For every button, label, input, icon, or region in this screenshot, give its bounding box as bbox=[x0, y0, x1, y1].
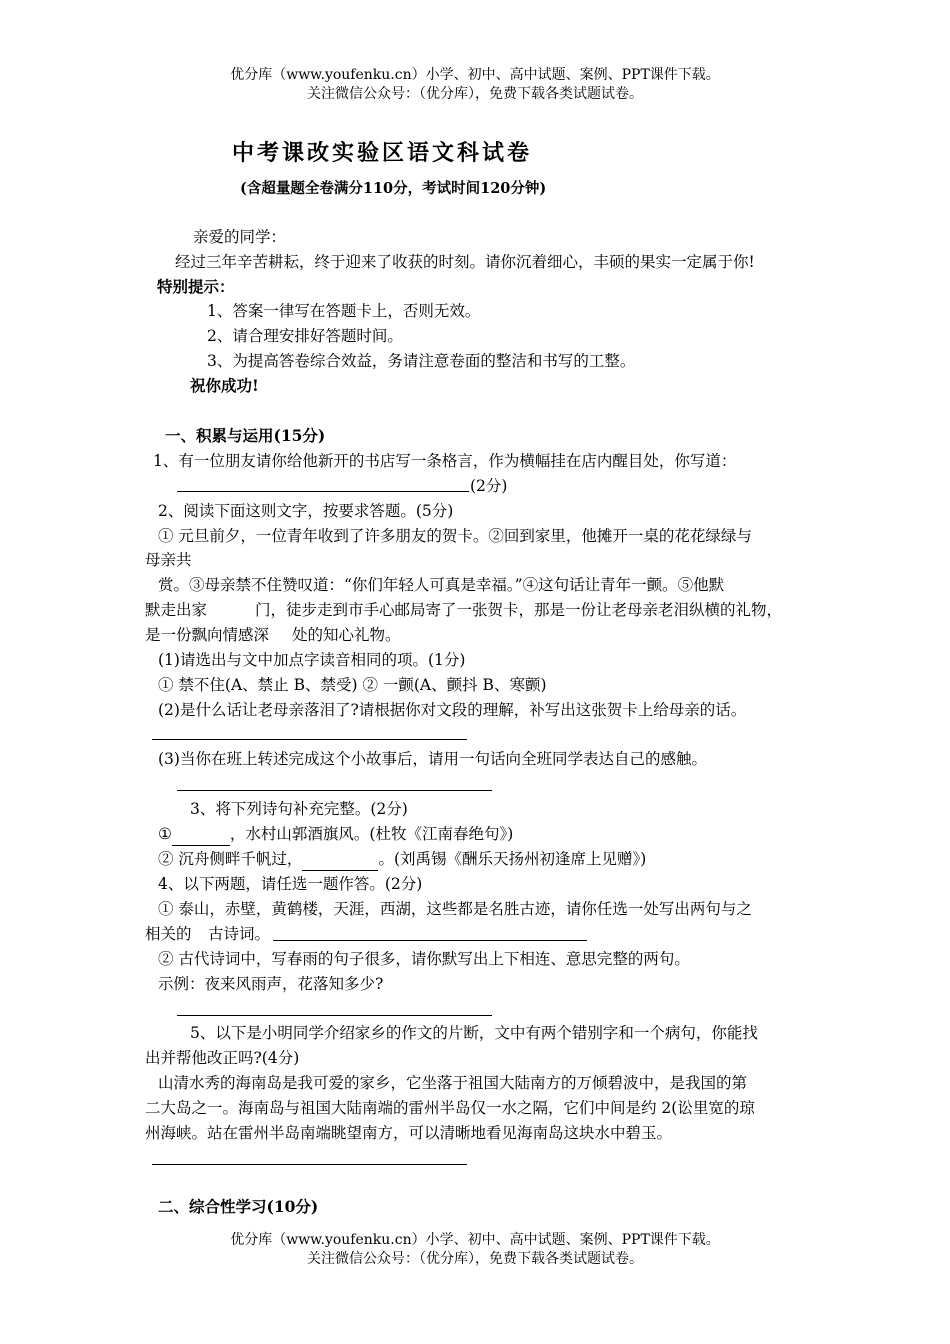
answer-line-q2-2[interactable] bbox=[152, 739, 467, 740]
header-line-2: 关注微信公众号：（优分库），免费下载各类试题试卷。 bbox=[307, 86, 643, 102]
question-2-3: (3)当你在班上转述完成这个小故事后，请用一句话向全班同学表达自己的感触。 bbox=[158, 750, 707, 768]
question-4-example: 示例：夜来风雨声，花落知多少? bbox=[158, 975, 384, 993]
question-4-a-line-2b: 古诗词。 bbox=[208, 925, 271, 943]
answer-line-q4-b[interactable] bbox=[177, 1015, 492, 1016]
answer-line-q5[interactable] bbox=[152, 1164, 467, 1165]
passage-line: 山清水秀的海南岛是我可爱的家乡，它坐落于祖国大陆南方的万倾碧波中，是我国的第 bbox=[158, 1074, 748, 1092]
passage-line: 州海峡。站在雷州半岛南端眺望南方，可以清晰地看见海南岛这块水中碧玉。 bbox=[145, 1124, 673, 1142]
question-2-1-options: ① 禁不住(A、禁止 B、禁受) ② 一颤(A、颤抖 B、寒颤) bbox=[158, 676, 547, 694]
question-4-a-line-1: ① 泰山，赤壁，黄鹤楼，天涯，西湖，这些都是名胜古迹，请你任选一处写出两句与之 bbox=[158, 900, 752, 918]
q3-a-suffix: ，水村山郭酒旗风。(杜牧《江南春绝句》) bbox=[229, 825, 514, 843]
blank-q3-a[interactable] bbox=[172, 823, 230, 846]
question-3-b bbox=[158, 848, 646, 871]
tip-item: 3、为提高答卷综合效益，务请注意卷面的整洁和书写的工整。 bbox=[207, 352, 636, 370]
passage-line: 是一份飘向情感深 bbox=[145, 626, 270, 644]
section-2-heading: 二、综合性学习(10分) bbox=[158, 1197, 319, 1216]
q3-b-suffix: 。(刘禹锡《酬乐天扬州初逢席上见赠》) bbox=[378, 850, 647, 868]
blank-q3-b[interactable] bbox=[302, 848, 378, 871]
question-3: 3、将下列诗句补充完整。(2分) bbox=[190, 800, 408, 818]
question-4-b: ② 古代诗词中，写春雨的句子很多，请你默写出上下相连、意思完整的两句。 bbox=[158, 950, 690, 968]
passage-line: 赏。③母亲禁不住赞叹道：“你们年轻人可真是幸福。”④这句话让青年一颤。⑤他默 bbox=[158, 576, 725, 594]
section-1-heading: 一、积累与运用(15分) bbox=[165, 426, 326, 445]
page-subtitle: (含超量题全卷满分110分，考试时间120分钟) bbox=[240, 180, 547, 197]
greeting: 亲爱的同学： bbox=[193, 228, 287, 246]
footer-line-2: 关注微信公众号：（优分库），免费下载各类试题试卷。 bbox=[307, 1251, 643, 1267]
question-2: 2、阅读下面这则文字，按要求答题。(5分) bbox=[158, 502, 454, 520]
intro-message: 经过三年辛苦耕耘，终于迎来了收获的时刻。请你沉着细心，丰硕的果实一定属于你! bbox=[175, 253, 755, 271]
passage-line: 默走出家 bbox=[145, 601, 208, 619]
question-5-line-1: 5、以下是小明同学介绍家乡的作文的片断，文中有两个错别字和一个病句，你能找 bbox=[190, 1024, 758, 1042]
question-4-a-line-2a: 相关的 bbox=[145, 925, 192, 943]
question-4: 4、以下两题，请任选一题作答。(2分) bbox=[158, 875, 423, 893]
question-1: 1、有一位朋友请你给他新开的书店写一条格言，作为横幅挂在店内醒目处，你写道： bbox=[153, 452, 737, 470]
footer-line-1: 优分库（www.youfenku.cn）小学、初中、高中试题、案例、PPT课件下载。 bbox=[230, 1232, 720, 1248]
question-3-a bbox=[158, 823, 513, 846]
tip-item: 2、请合理安排好答题时间。 bbox=[207, 327, 403, 345]
question-1-score: (2分) bbox=[470, 477, 508, 495]
passage-line: 母亲共 bbox=[145, 551, 192, 569]
question-2-1: (1)请选出与文中加点字读音相同的项。(1分) bbox=[158, 651, 466, 669]
q3-b-prefix: ② 沉舟侧畔千帆过， bbox=[158, 850, 303, 868]
header-line-1: 优分库（www.youfenku.cn）小学、初中、高中试题、案例、PPT课件下载。 bbox=[230, 67, 720, 83]
passage-line: ① 元旦前夕，一位青年收到了许多朋友的贺卡。②回到家里，他摊开一桌的花花绿绿与 bbox=[158, 527, 752, 545]
wish: 祝你成功! bbox=[190, 376, 259, 395]
passage-line: 二大岛之一。海南岛与祖国大陆南端的雷州半岛仅一水之隔，它们中间是约 2(讼里宽的琼 bbox=[145, 1099, 755, 1117]
answer-line-q4-a[interactable] bbox=[273, 940, 587, 941]
question-5-line-2: 出并帮他改正吗?(4分) bbox=[145, 1049, 300, 1067]
tips-label: 特别提示： bbox=[157, 277, 235, 296]
question-2-2: (2)是什么话让老母亲落泪了?请根据你对文段的理解，补写出这张贺卡上给母亲的话。 bbox=[158, 701, 747, 719]
passage-line: 处的知心礼物。 bbox=[292, 626, 401, 644]
tip-item: 1、答案一律写在答题卡上，否则无效。 bbox=[207, 302, 481, 320]
answer-line-q1[interactable] bbox=[177, 491, 469, 492]
q3-a-prefix: ① bbox=[158, 825, 172, 843]
answer-line-q2-3[interactable] bbox=[177, 790, 492, 791]
page-title: 中考课改实验区语文科试卷 bbox=[232, 140, 533, 166]
passage-line: 门，徒步走到市手心邮局寄了一张贺卡，那是一份让老母亲老泪纵横的礼物， bbox=[255, 601, 783, 619]
